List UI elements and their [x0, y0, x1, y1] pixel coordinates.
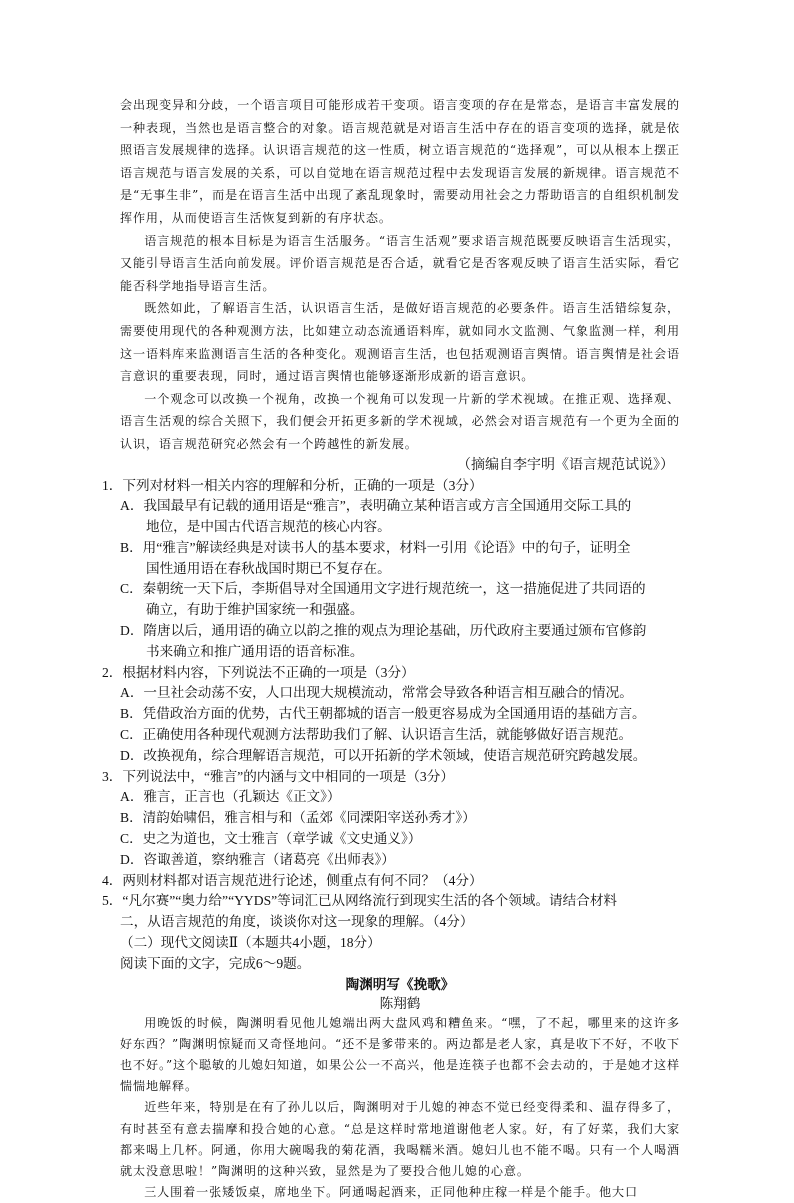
question-2	[102, 663, 680, 767]
option-d: D．咨诹善道，察纳雅言（诸葛亮《出师表》）	[120, 851, 395, 867]
question-1	[102, 476, 680, 663]
section-instruction: 阅读下面的文字，完成6～9题。	[120, 955, 311, 971]
question-5	[102, 891, 680, 933]
passage-paragraph: 一个观念可以改换一个视角，改换一个视角可以发现一片新的学术视域。在推正观、选择观、语言生活观的综合关照下，我们便会开拓更多新的学术视域，必然会对语言规范有一个更为全面的认识，语言规范研究必然会有一个跨越性的新发展。	[120, 391, 680, 451]
passage-paragraph: 会出现变异和分歧，一个语言项目可能形成若干变项。语言变项的存在是常态，是语言丰富发展的一种表现，当然也是语言整合的对象。语言规范就是对语言生活中存在的语言变项的选择，就是依照语言发展规律的选择。认识语言规范的这一性质，树立语言规范的“选择观”，可以从根本上摆正语言规范与语言发展的关系，可以自觉地在语言规范过程中去发现语言发展的新规律。语言规范不是“无事生非”，而是在语言生活中出现了紊乱现象时，需要动用社会之力帮助语言的自组织机制发挥作用，从而使语言生活恢复到新的有序状态。	[120, 98, 680, 225]
question-3	[102, 767, 680, 871]
option-d: D．改换视角，综合理解语言规范，可以开拓新的学术领域，使语言规范研究跨越发展。	[120, 747, 647, 763]
option-b: B．凭借政治方面的优势，古代王朝都城的语言一般更容易成为全国通用语的基础方言。	[120, 706, 646, 722]
option-b-cont: 国性通用语在春秋战国时期已不复存在。	[146, 560, 391, 576]
question-stem-cont: 二，从语言规范的角度，谈谈你对这一现象的理解。（4分）	[120, 914, 474, 930]
passage-paragraph: 既然如此，了解语言生活，认识语言生活，是做好语言规范的必要条件。语言生活错综复杂，需要使用现代的各种观测方法，比如建立动态流通语料库，就如同水文监测、气象监测一样，利用这一语料库来监测语言生活的各种变化。观测语言生活，也包括观测语言舆情。语言舆情是社会语言意识的重要表现，同时，通过语言舆情也能够逐渐形成新的语言意识。	[120, 301, 680, 384]
option-d-cont: 书来确立和推广通用语的语音标准。	[146, 643, 364, 659]
passage-material-two	[120, 94, 680, 476]
option-a: A．我国最早有记载的通用语是“雅言”，表明确立某种语言或方言全国通用交际工具的	[120, 498, 632, 514]
question-stem: 2．根据材料内容，下列说法不正确的一项是（3分）	[102, 664, 415, 680]
option-a: A．一旦社会动荡不安，人口出现大规模流动，常常会导致各种语言相互融合的情况。	[120, 685, 633, 701]
story-paragraph: 用晚饭的时候，陶渊明看见他儿媳端出两大盘风鸡和糟鱼来。“嘿，了不起，哪里来的这许多好东西？”陶渊明惊疑而又奇怪地问。“还不是爹带来的。两边都是老人家，真是收下不好，不收下也不好。”这个聪敏的儿媳妇知道，如果公公一不高兴，他是连筷子也都不会去动的，于是她才这样惴惴地解释。	[120, 1015, 680, 1094]
option-d: D．隋唐以后，通用语的确立以韵之推的观点为理论基础，历代政府主要通过颁布官修韵	[120, 623, 647, 639]
option-b: B．用“雅言”解读经典是对读书人的基本要求，材料一引用《论语》中的句子，证明全	[120, 539, 631, 555]
question-stem: 5．“凡尔赛”“奥力给”“YYDS”等词汇已从网络流行到现实生活的各个领域。请结合材料	[102, 893, 618, 909]
story-body	[120, 1013, 680, 1203]
document-page	[102, 94, 680, 1203]
question-stem: 1．下列对材料一相关内容的理解和分析，正确的一项是（3分）	[102, 477, 483, 493]
story-paragraph: 三人围着一张矮饭桌，席地坐下。阿通喝起酒来，正同他种庄稼一样是个能手。他大口	[144, 1185, 638, 1200]
section-heading: （二）现代文阅读Ⅱ（本题共4小题，18分）	[120, 935, 381, 951]
story-title: 陶渊明写《挽歌》	[345, 976, 455, 992]
section-modern-reading-2	[102, 933, 680, 975]
option-c: C．正确使用各种现代观测方法帮助我们了解、认识语言生活，就能够做好语言规范。	[120, 727, 633, 743]
option-b: B．清韵始啸侣，雅言相与和（孟郊《同溧阳宰送孙秀才》）	[120, 810, 476, 826]
question-stem: 4．两则材料都对语言规范进行论述，侧重点有何不同？（4分）	[102, 872, 483, 888]
question-4	[102, 871, 680, 892]
passage-source: （摘编自李宇明《语言规范试说》）	[457, 457, 674, 473]
option-c-cont: 确立，有助于维护国家统一和强盛。	[146, 602, 364, 618]
story-paragraph: 近些年来，特别是在有了孙儿以后，陶渊明对于儿媳的神态不觉已经变得柔和、温存得多了，有时甚至有意去揣摩和投合她的心意。“总是这样时常地道谢他老人家。好，有了好菜，我们大家都来喝上几杯。阿通，你用大碗喝我的菊花酒，我喝糯米酒。媳妇儿也不能不喝。只有一个人喝酒就太没意思啦！”陶渊明的这种兴致，显然是为了要投合他儿媳的心意。	[120, 1100, 680, 1179]
passage-paragraph: 语言规范的根本目标是为语言生活服务。“语言生活观”要求语言规范既要反映语言生活现实，又能引导语言生活向前发展。评价语言规范是否合适，就看它是否客观反映了语言生活实际，看它能否科学地指导语言生活。	[120, 233, 680, 293]
option-a-cont: 地位，是中国古代语言规范的核心内容。	[146, 519, 391, 535]
option-c: C．史之为道也，文士雅言（章学诚《文史通义》）	[120, 831, 422, 847]
question-stem: 3．下列说法中，“雅言”的内涵与文中相同的一项是（3分）	[102, 768, 454, 784]
story-author: 陈翔鹤	[379, 995, 421, 1011]
option-c: C．秦朝统一天下后，李斯倡导对全国通用文字进行规范统一，这一措施促进了共同语的	[120, 581, 646, 597]
option-a: A．雅言，正言也（孔颖达《正文》）	[120, 789, 341, 805]
